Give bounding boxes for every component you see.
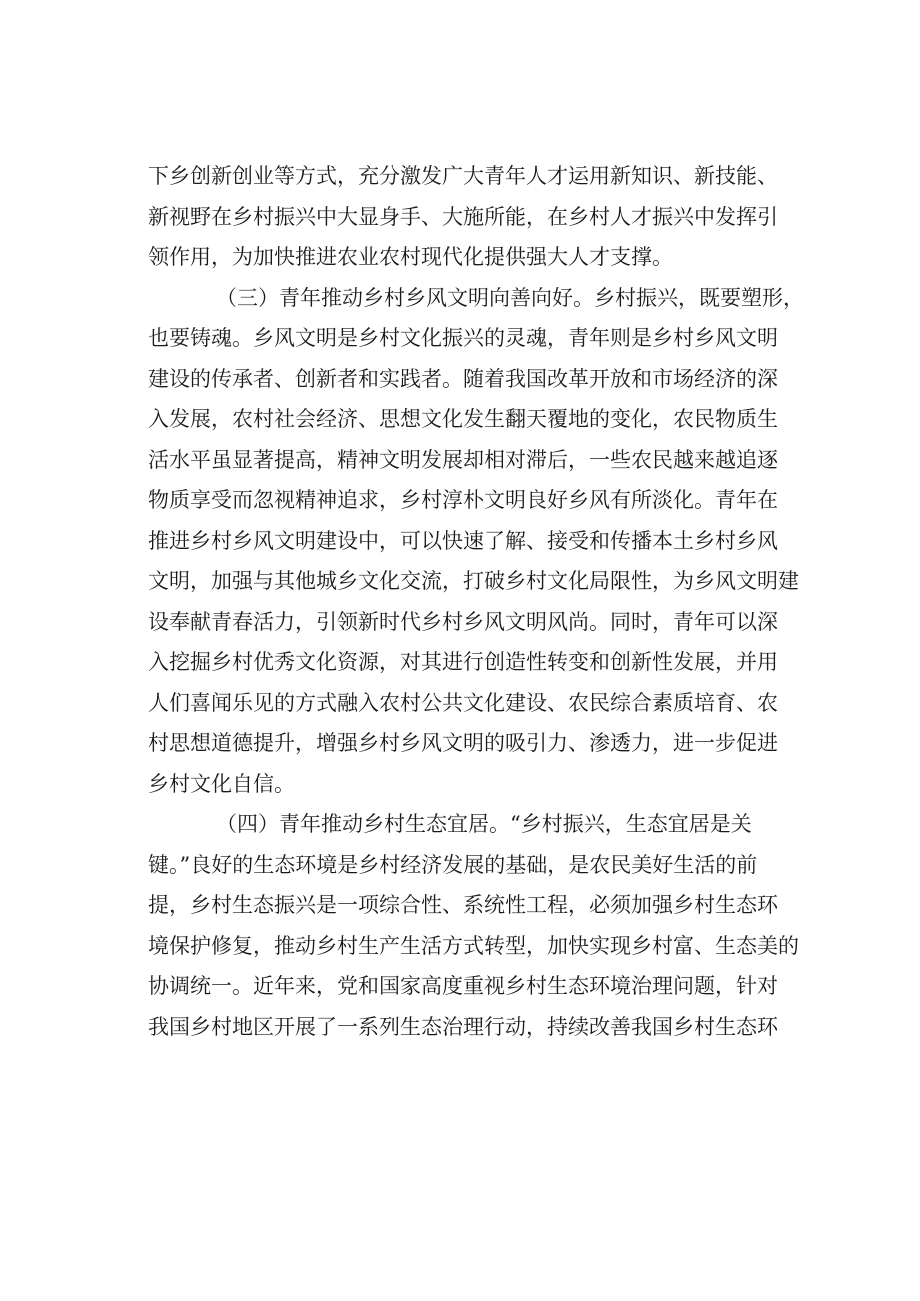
text-line: 村思想道德提升，增强乡村乡风文明的吸引力、渗透力，进一步促进 [148, 731, 778, 755]
text-line: 协调统一。近年来，党和国家高度重视乡村生态环境治理问题，针对 [148, 974, 778, 998]
text-line: 我国乡村地区开展了一系列生态治理行动，持续改善我国乡村生态环 [148, 1014, 778, 1039]
text-line: 设奉献青春活力，引领新时代乡村乡风文明风尚。同时，青年可以深 [148, 609, 778, 634]
text-line: 领作用，为加快推进农业农村现代化提供强大人才支撑。 [148, 245, 673, 269]
body-text [148, 156, 808, 1047]
text-line: 下乡创新创业等方式，充分激发广大青年人才运用新知识、新技能、 [148, 164, 778, 188]
text-line: 人们喜闻乐见的方式融入农村公共文化建设、农民综合素质培育、农 [148, 690, 778, 715]
text-line: 建设的传承者、创新者和实践者。随着我国改革开放和市场经济的深 [148, 366, 778, 391]
text-line: 也要铸魂。乡风文明是乡村文化振兴的灵魂，青年则是乡村乡风文明 [148, 326, 778, 350]
section-heading-line: （三）青年推动乡村乡风文明向善向好。乡村振兴，既要塑形， [216, 285, 804, 310]
text-line: 提，乡村生态振兴是一项综合性、系统性工程，必须加强乡村生态环 [148, 893, 778, 917]
text-line: 入发展，农村社会经济、思想文化发生翻天覆地的变化，农民物质生 [148, 407, 778, 431]
text-line: 乡村文化自信。 [148, 771, 295, 796]
text-line: 推进乡村乡风文明建设中，可以快速了解、接受和传播本土乡村乡风 [148, 528, 778, 553]
text-line: 键。”良好的生态环境是乡村经济发展的基础，是农民美好生活的前 [148, 852, 758, 877]
text-line: 新视野在乡村振兴中大显身手、大施所能，在乡村人才振兴中发挥引 [148, 204, 778, 229]
text-line: 文明，加强与其他城乡文化交流，打破乡村文化局限性，为乡风文明建 [148, 569, 799, 593]
text-line: 活水平虽显著提高，精神文明发展却相对滞后，一些农民越来越追逐 [148, 447, 778, 472]
section-heading-line: （四）青年推动乡村生态宜居。“乡村振兴，生态宜居是关 [216, 812, 752, 836]
text-line: 境保护修复，推动乡村生产生活方式转型，加快实现乡村富、生态美的 [148, 933, 799, 958]
text-line: 入挖掘乡村优秀文化资源，对其进行创造性转变和创新性发展，并用 [148, 650, 778, 674]
text-line: 物质享受而忽视精神追求，乡村淳朴文明良好乡风有所淡化。青年在 [148, 488, 778, 512]
